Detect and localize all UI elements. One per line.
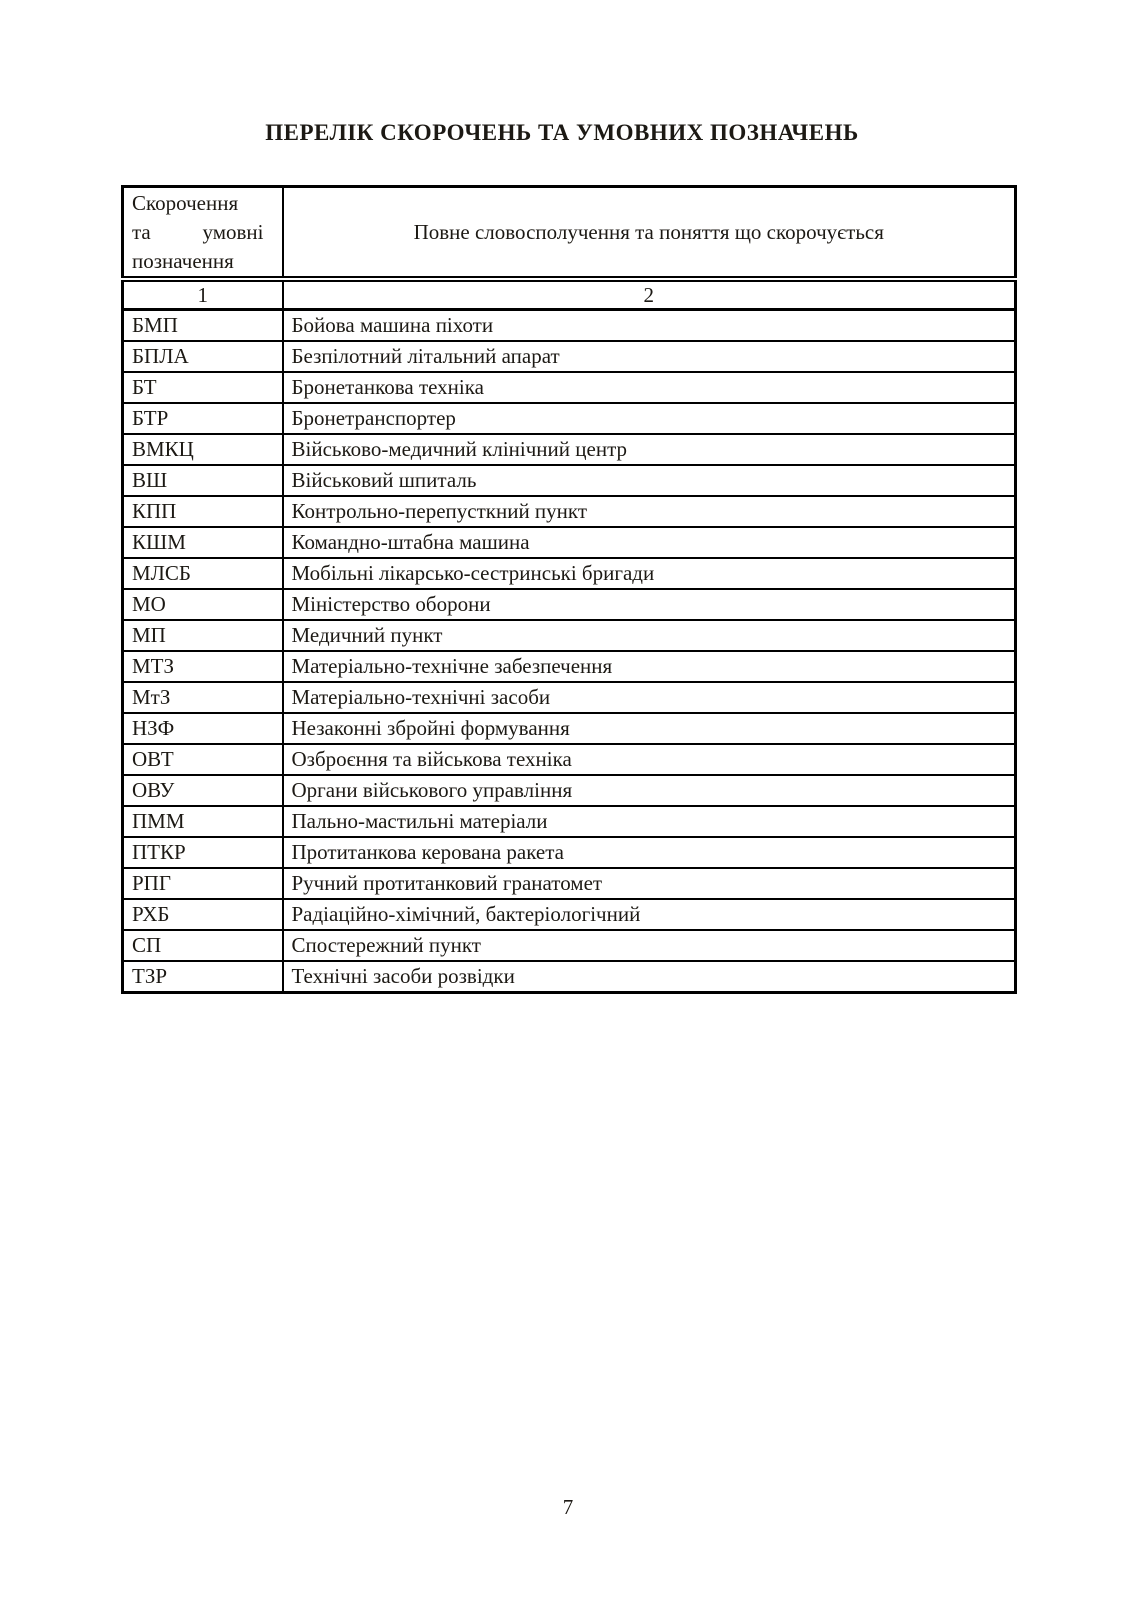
full-phrase-cell: Радіаційно-хімічний, бактеріологічний (283, 899, 1016, 930)
table-row (123, 744, 1016, 775)
abbreviation-cell: РПГ (123, 868, 283, 899)
abbreviation-cell: МП (123, 620, 283, 651)
abbreviation-cell: ОВУ (123, 775, 283, 806)
abbreviation-cell: БМП (123, 310, 283, 342)
table-row (123, 899, 1016, 930)
table-row (123, 527, 1016, 558)
abbreviation-cell: ПММ (123, 806, 283, 837)
header-abbr-line2-word2: умовні (202, 219, 264, 244)
full-phrase-cell: Військово-медичний клінічний центр (283, 434, 1016, 465)
abbreviation-cell: БПЛА (123, 341, 283, 372)
column-index-row (123, 279, 1016, 310)
full-phrase-cell: Бойова машина піхоти (283, 310, 1016, 342)
full-phrase-cell: Органи військового управління (283, 775, 1016, 806)
header-abbr-line2 (132, 218, 274, 247)
table-row (123, 372, 1016, 403)
table-row (123, 341, 1016, 372)
table-row (123, 620, 1016, 651)
full-phrase-cell: Ручний протитанковий гранатомет (283, 868, 1016, 899)
full-phrase-cell: Протитанкова керована ракета (283, 837, 1016, 868)
table-header-row (123, 187, 1016, 280)
full-phrase-cell: Спостережний пункт (283, 930, 1016, 961)
abbreviation-cell: ПТКР (123, 837, 283, 868)
table-row (123, 589, 1016, 620)
full-phrase-cell: Бронетранспортер (283, 403, 1016, 434)
table-row (123, 961, 1016, 993)
table-row (123, 651, 1016, 682)
abbreviation-cell: МЛСБ (123, 558, 283, 589)
page-number: 7 (562, 1495, 574, 1519)
header-abbr-column (123, 187, 283, 280)
abbreviation-cell: ТЗР (123, 961, 283, 993)
full-phrase-cell: Незаконні збройні формування (283, 713, 1016, 744)
full-phrase-cell: Командно-штабна машина (283, 527, 1016, 558)
table-head (123, 187, 1016, 310)
full-phrase-cell: Медичний пункт (283, 620, 1016, 651)
full-phrase-cell: Матеріально-технічне забезпечення (283, 651, 1016, 682)
abbreviation-cell: КПП (123, 496, 283, 527)
abbreviation-cell: ОВТ (123, 744, 283, 775)
table-row (123, 837, 1016, 868)
abbreviation-cell: ВШ (123, 465, 283, 496)
abbreviation-cell: МтЗ (123, 682, 283, 713)
table-row (123, 465, 1016, 496)
header-abbr-line3: позначення (132, 248, 234, 273)
header-abbr-line1: Скорочення (132, 190, 239, 215)
full-phrase-cell: Пально-мастильні матеріали (283, 806, 1016, 837)
full-phrase-cell: Контрольно-перепусткний пункт (283, 496, 1016, 527)
abbreviation-cell: КШМ (123, 527, 283, 558)
abbreviation-cell: БТР (123, 403, 283, 434)
header-full-column: Повне словосполучення та поняття що скорочується (283, 187, 1016, 280)
table-row (123, 806, 1016, 837)
column-index-1: 1 (123, 279, 283, 310)
full-phrase-cell: Технічні засоби розвідки (283, 961, 1016, 993)
table-row (123, 868, 1016, 899)
abbreviation-cell: БТ (123, 372, 283, 403)
full-phrase-cell: Бронетанкова техніка (283, 372, 1016, 403)
abbreviation-cell: РХБ (123, 899, 283, 930)
full-phrase-cell: Мобільні лікарсько-сестринські бригади (283, 558, 1016, 589)
full-phrase-cell: Озброєння та військова техніка (283, 744, 1016, 775)
page-title: ПЕРЕЛІК СКОРОЧЕНЬ ТА УМОВНИХ ПОЗНАЧЕНЬ (265, 120, 859, 145)
full-phrase-cell: Військовий шпиталь (283, 465, 1016, 496)
abbreviation-cell: НЗФ (123, 713, 283, 744)
abbreviations-table (121, 185, 1017, 994)
abbreviation-cell: ВМКЦ (123, 434, 283, 465)
full-phrase-cell: Міністерство оборони (283, 589, 1016, 620)
abbreviation-cell: МТЗ (123, 651, 283, 682)
table-row (123, 930, 1016, 961)
table-row (123, 775, 1016, 806)
table-row (123, 310, 1016, 342)
table-row (123, 496, 1016, 527)
abbreviation-cell: СП (123, 930, 283, 961)
table-row (123, 434, 1016, 465)
full-phrase-cell: Матеріально-технічні засоби (283, 682, 1016, 713)
column-index-2: 2 (283, 279, 1016, 310)
table-row (123, 558, 1016, 589)
header-abbr-line2-word1: та (132, 219, 151, 244)
full-phrase-cell: Безпілотний літальний апарат (283, 341, 1016, 372)
table-row (123, 403, 1016, 434)
table-row (123, 682, 1016, 713)
abbr-table-body (123, 310, 1016, 993)
abbreviation-cell: МО (123, 589, 283, 620)
table-row (123, 713, 1016, 744)
